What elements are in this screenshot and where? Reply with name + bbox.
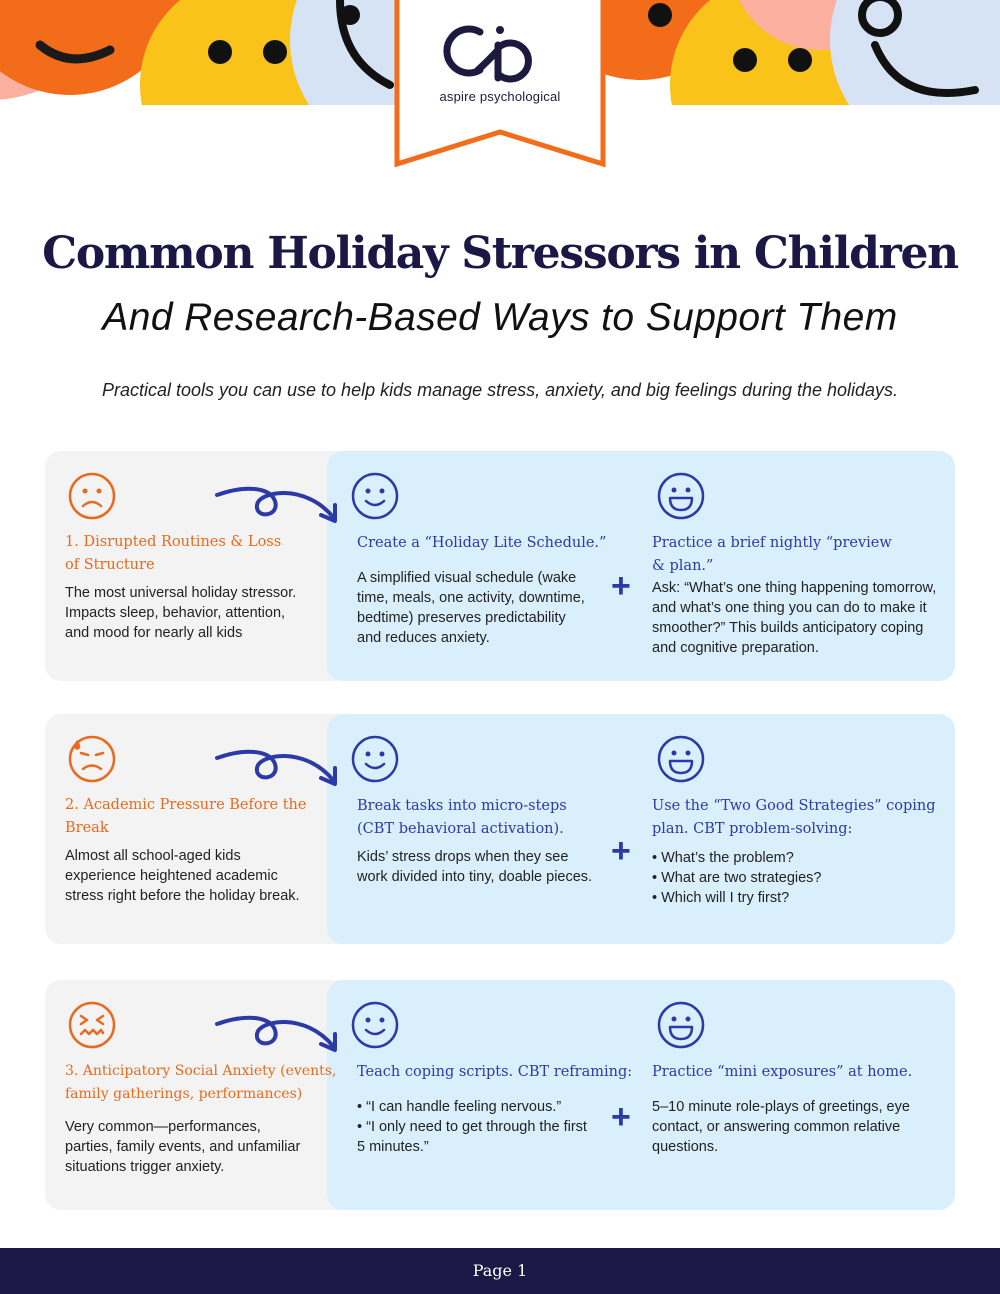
strategy-1-title	[357, 795, 617, 841]
page-subtitle: And Research-Based Ways to Support Them	[102, 296, 898, 339]
strategy-1-bullet-list	[357, 1097, 617, 1157]
strategy-2-description	[652, 1097, 952, 1157]
strategy-2-description	[652, 578, 952, 658]
logo-badge	[394, 0, 606, 168]
text-line: work divided into tiny, doable pieces.	[357, 869, 593, 885]
smile-face-icon	[350, 1000, 400, 1050]
text-line: and cognitive preparation.	[652, 640, 819, 656]
strategy-2-title	[652, 795, 952, 841]
brand-name: aspire psychological	[439, 89, 561, 104]
stressor-title-line: Break	[65, 820, 109, 836]
stressor-title	[65, 531, 315, 577]
strategy-title-line: Use the “Two Good Strategies” coping	[652, 798, 936, 814]
grin-face-icon	[656, 471, 706, 521]
text-line: situations trigger anxiety.	[65, 1159, 225, 1175]
grin-face-icon	[656, 1000, 706, 1050]
text-line: Kids’ stress drops when they see	[357, 849, 569, 865]
strategy-2-title	[652, 1061, 942, 1084]
sweat-frown-face-icon	[67, 734, 117, 784]
stressor-row-2	[45, 714, 955, 944]
strategy-title-line: & plan.”	[652, 558, 714, 574]
stressor-row-1	[45, 451, 955, 681]
arrow-icon	[215, 481, 345, 531]
text-line: A simplified visual schedule (wake	[357, 570, 577, 586]
strategy-title-line: Practice “mini exposures” at home.	[652, 1064, 913, 1080]
text-line: bedtime) preserves predictability	[357, 610, 566, 626]
grin-face-icon	[656, 734, 706, 784]
text-line: Ask: “What’s one thing happening tomorrow,	[652, 580, 937, 596]
strategy-title-line: Practice a brief nightly “preview	[652, 535, 892, 551]
text-line: contact, or answering common relative	[652, 1119, 901, 1135]
strategy-title-line: Teach coping scripts. CBT reframing:	[357, 1064, 633, 1080]
text-line: Impacts sleep, behavior, attention,	[65, 605, 286, 621]
strategy-title-line: Create a “Holiday Lite Schedule.”	[357, 535, 607, 551]
plus-icon: +	[611, 567, 631, 605]
stressor-description	[65, 583, 320, 643]
list-item: • “I can handle feeling nervous.”	[357, 1097, 617, 1117]
smile-face-icon	[350, 471, 400, 521]
plus-icon: +	[611, 832, 631, 870]
text-line: smoother?” This builds anticipatory coping	[652, 620, 924, 636]
text-line: experience heightened academic	[65, 868, 278, 884]
list-item-continuation: 5 minutes.”	[357, 1139, 429, 1155]
strategy-title-line: plan. CBT problem-solving:	[652, 821, 853, 837]
stressor-title	[65, 794, 320, 840]
list-item: • What are two strategies?	[652, 868, 952, 888]
text-line: time, meals, one activity, downtime,	[357, 590, 585, 606]
strategy-2-title	[652, 532, 942, 578]
list-item: • “I only need to get through the first	[357, 1117, 617, 1137]
text-line: Very common—performances,	[65, 1119, 261, 1135]
strategy-title-line: (CBT behavioral activation).	[357, 821, 564, 837]
strategy-2-bullet-list	[652, 848, 952, 908]
text-line: questions.	[652, 1139, 719, 1155]
text-line: and mood for nearly all kids	[65, 625, 243, 641]
page-tagline: Practical tools you can use to help kids manage stress, anxiety, and big feelings during the holidays.	[101, 380, 899, 400]
smile-face-icon	[350, 734, 400, 784]
strategies-panel	[327, 980, 955, 1210]
strategy-1-title	[357, 1061, 637, 1084]
text-line: and reduces anxiety.	[357, 630, 490, 646]
page-number: Page 1	[472, 1261, 528, 1280]
stressor-title	[65, 1060, 337, 1106]
text-line: parties, family events, and unfamiliar	[65, 1139, 301, 1155]
stressor-title-line: 1. Disrupted Routines & Loss	[65, 534, 282, 550]
list-item: • Which will I try first?	[652, 888, 952, 908]
page-title: Common Holiday Stressors in Children	[42, 228, 958, 279]
stressor-row-3	[45, 980, 955, 1210]
stressor-title-line: 3. Anticipatory Social Anxiety (events,	[65, 1063, 337, 1079]
text-line: Almost all school-aged kids	[65, 848, 241, 864]
list-item: • What’s the problem?	[652, 848, 952, 868]
page-footer	[0, 1248, 1000, 1294]
stressor-title-line: family gatherings, performances)	[65, 1086, 303, 1102]
frown-face-icon	[67, 471, 117, 521]
strategy-title-line: Break tasks into micro-steps	[357, 798, 567, 814]
plus-icon: +	[611, 1098, 631, 1136]
arrow-icon	[215, 1010, 345, 1060]
stressor-title-line: of Structure	[65, 557, 155, 573]
stressor-description	[65, 1117, 325, 1177]
strategy-1-title	[357, 532, 607, 555]
strategy-1-description	[357, 568, 607, 648]
stressor-title-line: 2. Academic Pressure Before the	[65, 797, 307, 813]
text-line: stress right before the holiday break.	[65, 888, 300, 904]
strategy-1-description	[357, 847, 617, 887]
stressor-description	[65, 846, 325, 906]
text-line: 5–10 minute role-plays of greetings, eye	[652, 1099, 910, 1115]
arrow-icon	[215, 744, 345, 794]
text-line: and what’s one thing you can do to make it	[652, 600, 927, 616]
text-line: The most universal holiday stressor.	[65, 585, 297, 601]
anxious-face-icon	[67, 1000, 117, 1050]
